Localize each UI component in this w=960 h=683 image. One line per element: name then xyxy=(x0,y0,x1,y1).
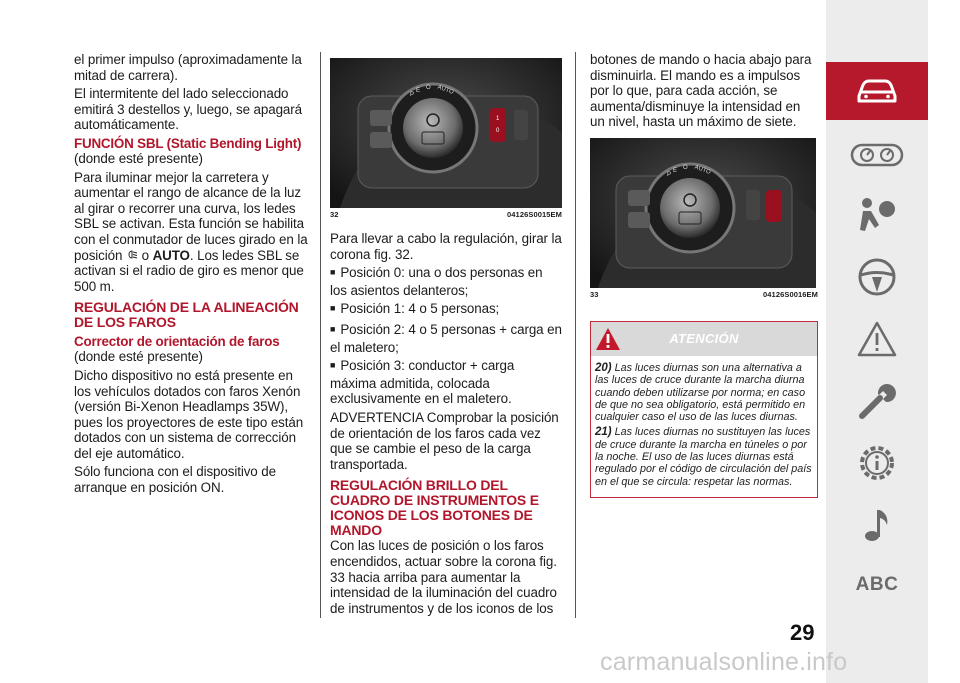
page-number: 29 xyxy=(790,620,815,645)
index-abc-tab[interactable] xyxy=(826,556,928,614)
column-rule xyxy=(320,52,321,618)
note-text: Las luces diurnas no sustituyen las luces de cruce durante la marcha en túneles o por la noche. El uso de las luces diurnas está regulado por el código de circulación del país en el que se circula: respetar las normas. xyxy=(595,426,812,488)
figure-code: 04126S0016EM xyxy=(763,289,818,299)
paragraph: Sólo funciona con el dispositivo de arranque en posición ON. xyxy=(74,464,276,496)
warning-note xyxy=(595,362,813,423)
column-right xyxy=(590,52,818,498)
column-middle xyxy=(330,58,562,619)
list-item: ■ Posición 3: conductor + carga máxima admitida, colocada exclusivamente en el maletero. xyxy=(330,358,562,407)
text-span: Para iluminar mejor la carretera y aumentar el rango de alcance de la luz al girar o recorrer una curva, los ledes SBL se activan. Esta función se habilita con el conmutador de luces girado en la posición xyxy=(74,169,308,263)
warning-header xyxy=(591,322,817,356)
ring-label: E xyxy=(673,167,678,174)
steering-wheel-icon[interactable] xyxy=(826,248,928,306)
wheel-digit: 1 xyxy=(496,116,500,122)
watermark: carmanualsonline.info xyxy=(600,648,848,676)
paragraph: El intermitente del lado seleccionado emitirá 3 destellos y, luego, se apagará automáticamente. xyxy=(74,86,302,133)
section-heading-sbl: FUNCIÓN SBL (Static Bending Light) xyxy=(74,135,302,151)
chapter-sidebar xyxy=(826,0,928,683)
list-item: ■ Posición 2: 4 o 5 personas + carga en el maletero; xyxy=(330,322,562,355)
wrench-icon[interactable] xyxy=(826,372,928,430)
list-item: ■ Posición 0: una o dos personas en los asientos delanteros; xyxy=(330,265,562,298)
gear-info-icon[interactable] xyxy=(826,434,928,492)
figure-33-light-switch-photo xyxy=(590,138,816,288)
paragraph: Con las luces de posición o los faros encendidos, actuar sobre la corona fig. 33 hacia arriba para aumentar la intensidad de la iluminación del cuadro de instrumentos y de los iconos de los xyxy=(330,538,557,616)
light-switch-panel-illustration xyxy=(330,58,562,208)
warning-title: ATENCIÓN xyxy=(669,330,739,346)
list-item: ■ Posición 1: 4 o 5 personas; xyxy=(330,301,562,319)
text-span: o xyxy=(141,247,149,263)
gauges-icon[interactable] xyxy=(826,126,928,184)
warning-note xyxy=(595,426,813,487)
figure-caption xyxy=(330,208,562,219)
ring-label: AUTO xyxy=(436,84,455,96)
figure-number: 32 xyxy=(330,210,339,219)
paragraph-sbl xyxy=(74,170,310,295)
paragraph: (donde esté presente) xyxy=(74,150,203,166)
section-heading-brightness: REGULACIÓN BRILLO DEL CUADRO DE INSTRUMENTOS E ICONOS DE LOS BOTONES DE MANDO xyxy=(330,477,539,539)
ring-label: P xyxy=(410,92,415,98)
note-number: 21) xyxy=(595,426,612,439)
paragraph: (donde esté presente) xyxy=(74,349,203,365)
ring-label: AUTO xyxy=(693,164,712,176)
text-span: . Los ledes SBL se activan si el radio de giro es menor que 500 m. xyxy=(74,247,304,294)
abc-label: ABC xyxy=(855,574,899,595)
paragraph: Dicho dispositivo no está presente en los vehículos dotados con faros Xenón (versión Bi-Xenon Headlamps 35W), pues los proyectores de este tipo están dotados con un sistema de corrección del eje automático. xyxy=(74,367,304,461)
ring-label: P xyxy=(667,171,672,178)
wheel-digit: 0 xyxy=(496,128,500,134)
warning-body xyxy=(591,356,817,497)
ring-label: E xyxy=(416,88,421,94)
paragraph: el primer impulso (aproximadamente la mitad de carrera). xyxy=(74,52,302,83)
note-number: 20) xyxy=(595,361,612,374)
airbag-person-icon[interactable] xyxy=(826,186,928,244)
figure-caption xyxy=(590,288,818,299)
figure-32-light-switch-photo xyxy=(330,58,562,208)
ring-label: O xyxy=(683,164,688,171)
dipped-beam-icon xyxy=(126,250,138,259)
music-note-icon[interactable] xyxy=(826,496,928,554)
figure-code: 04126S0015EM xyxy=(507,210,562,219)
warning-box xyxy=(590,321,818,498)
column-rule xyxy=(575,52,576,618)
auto-label: AUTO xyxy=(152,247,190,263)
warning-triangle-icon[interactable] xyxy=(826,310,928,368)
car-icon[interactable] xyxy=(826,62,928,120)
ring-label: O xyxy=(426,85,431,91)
section-heading-alignment: REGULACIÓN DE LA ALINEACIÓN DE LOS FAROS xyxy=(74,299,299,331)
subsection-heading-orientation: Corrector de orientación de faros xyxy=(74,334,280,350)
paragraph: botones de mando o hacia abajo para disminuirla. El mando es a impulsos por lo que, para cada acción, se aumenta/disminuye la intensidad en un nivel, hasta un máximo de siete. xyxy=(590,52,812,130)
note-text: Las luces diurnas son una alternativa a las luces de cruce durante la marcha diurna cuando deben utilizarse por norma; en caso de que no sea obligatorio, está permitido en cualquier caso el uso de las luces diurnas. xyxy=(595,361,806,424)
paragraph: Para llevar a cabo la regulación, girar la corona fig. 32. xyxy=(330,231,562,262)
light-switch-panel-illustration xyxy=(590,138,816,288)
figure-number: 33 xyxy=(590,289,599,299)
paragraph-warning: ADVERTENCIA Comprobar la posición de orientación de los faros cada vez que se cambie el peso de la carga transportada. xyxy=(330,409,559,472)
column-left xyxy=(74,52,310,499)
